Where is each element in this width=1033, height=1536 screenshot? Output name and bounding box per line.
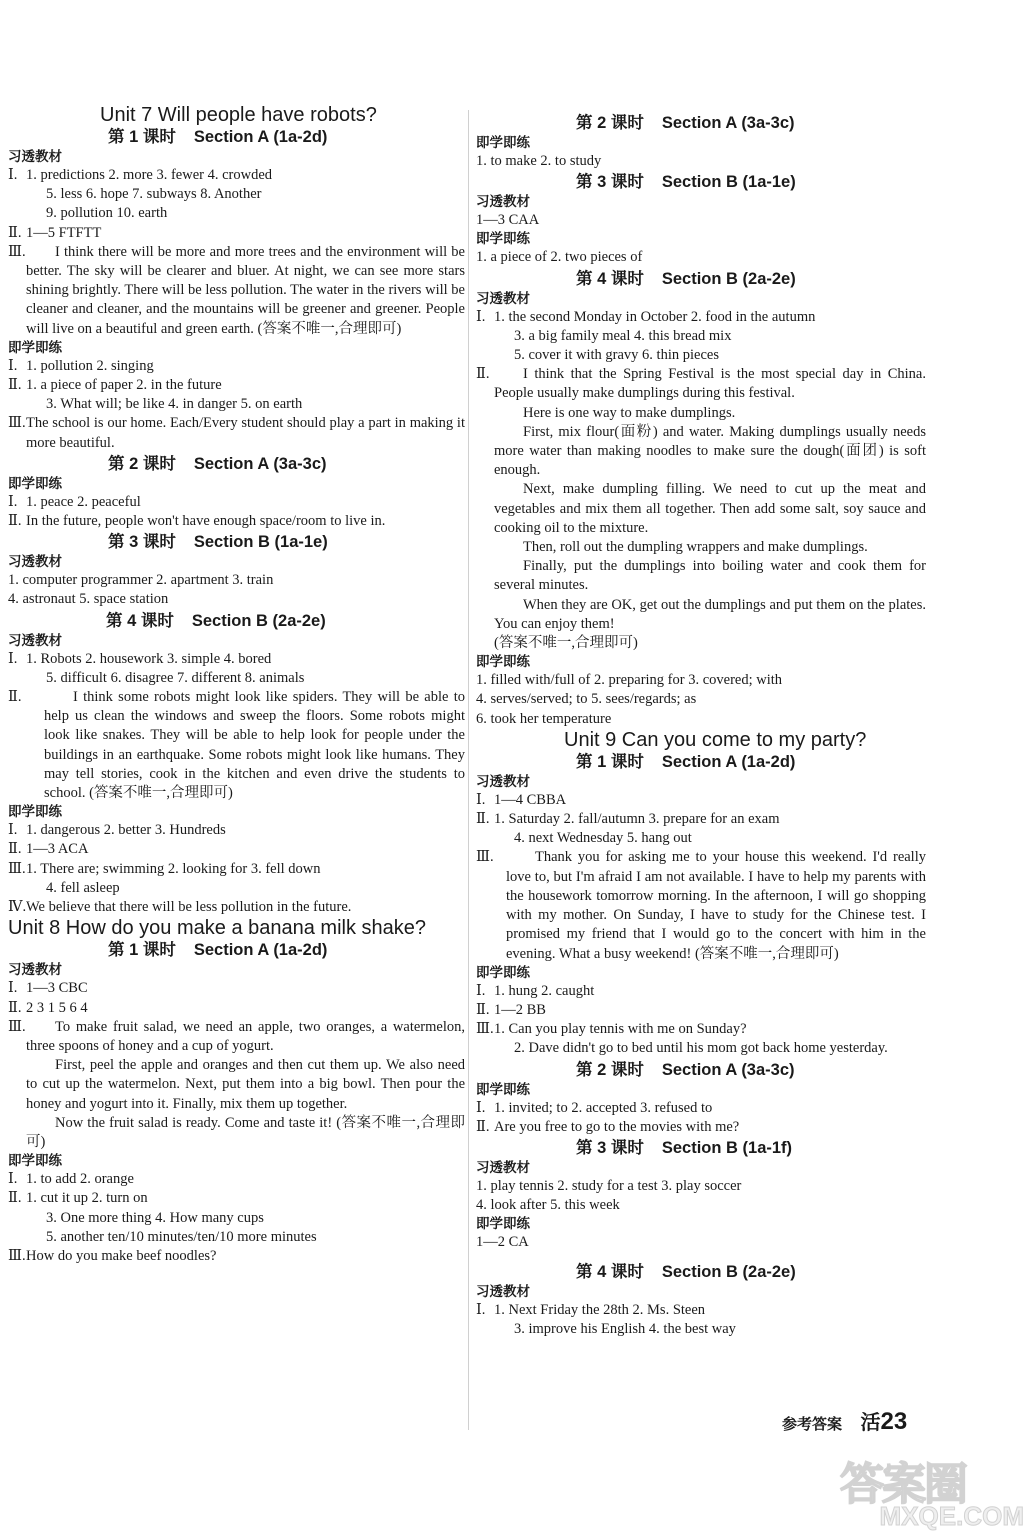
answer-group: Ⅲ. 1. Can you play tennis with me on Sunday? [476, 1021, 747, 1038]
watermark-text: 答案圈 [840, 1460, 966, 1509]
answer-line: 4. next Wednesday 5. hang out [514, 830, 692, 847]
category-label: 习透教材 [8, 632, 62, 648]
u7-lesson-3-heading: 第 3 课时 Section B (1a-1e) [108, 533, 328, 552]
answer-line: 5. less 6. hope 7. subways 8. Another [46, 186, 262, 203]
answer-group: Ⅱ. 1—2 BB [476, 1001, 546, 1018]
answer-group: Ⅲ. 1. There are; swimming 2. looking for 3. fell down [8, 860, 321, 877]
page-number: 活23 [860, 1408, 908, 1435]
answer-group: Ⅱ. 1—3 ACA [8, 841, 89, 858]
right-column [476, 112, 926, 1339]
answer-line: 1. computer programmer 2. apartment 3. train [8, 572, 274, 589]
page-footer [782, 1406, 907, 1436]
left-column [8, 104, 465, 1266]
answer-group: Ⅱ. 2 3 1 5 6 4 [8, 999, 88, 1016]
answer-line: 1. play tennis 2. study for a test 3. play soccer [476, 1177, 742, 1194]
watermark-url: MXQE.COM [879, 1501, 1024, 1531]
answer-group: Ⅳ. We believe that there will be less pollution in the future. [8, 899, 352, 916]
answer-essay: Ⅲ. Thank you for asking me to your house this weekend. I'd really love to, but I'm afraid I am not available. I have to help my parents with the housework tomorrow morning. In the afternoon, I will go shopping with my mother. On Sunday, I have to study for the Chinese test. I promised my friend that I would go to the concert with him in the evening. What a busy weekend! (答案不唯一,合理即可) [476, 849, 926, 962]
answer-group: Ⅱ. Are you free to go to the movies with me? [476, 1118, 740, 1135]
answer-group: Ⅰ. 1. peace 2. peaceful [8, 493, 141, 510]
category-label: 即学即练 [8, 475, 62, 491]
answer-line: 4. fell asleep [46, 879, 120, 896]
answer-line: 3. improve his English 4. the best way [514, 1320, 736, 1337]
category-label: 即学即练 [476, 231, 530, 247]
answer-line: 6. took her temperature [476, 710, 612, 727]
u7-lesson-1-heading: 第 1 课时 Section A (1a-2d) [108, 128, 328, 146]
u8-lesson-4-heading: 第 4 课时 Section B (2a-2e) [576, 269, 796, 288]
category-label: 习透教材 [8, 962, 62, 978]
category-label: 习透教材 [8, 554, 62, 570]
unit-8-title: Unit 8 How do you make a banana milk shake? [8, 917, 427, 940]
answer-line: 4. astronaut 5. space station [8, 591, 169, 608]
answer-group: Ⅰ. 1. hung 2. caught [476, 982, 595, 999]
u9-lesson-1-heading: 第 1 课时 Section A (1a-2d) [576, 752, 796, 771]
answer-group: Ⅰ. 1. predictions 2. more 3. fewer 4. crowded [8, 167, 273, 183]
column-divider [468, 110, 469, 1430]
category-label: 即学即练 [476, 1081, 530, 1097]
answer-essay: Ⅲ. I think there will be more and more trees and the environment will be better. The sky will be clearer and bluer. At night, we can see more stars shining brightly. There will be less pollution. The water in the rivers will be cleaner and cleaner, and the mountains will be greener and greener. People will live on a beautiful and green earth. (答案不唯一,合理即可) [8, 243, 465, 337]
answer-line: 4. look after 5. this week [476, 1197, 620, 1214]
unit-7-title: Unit 7 Will people have robots? [100, 104, 377, 126]
answer-group: Ⅲ. The school is our home. Each/Every student should play a part in making it more beautiful. [8, 415, 465, 451]
u8-lesson-2-heading: 第 2 课时 Section A (3a-3c) [576, 114, 795, 132]
answer-line: 3. What will; be like 4. in danger 5. on earth [46, 396, 303, 413]
answer-line: 2. Dave didn't go to bed until his mom got back home yesterday. [514, 1040, 888, 1057]
answer-group: Ⅱ. 1. Saturday 2. fall/autumn 3. prepare for an exam [476, 811, 780, 828]
answer-essay: Ⅲ. To make fruit salad, we need an apple, two oranges, a watermelon, three spoons of honey and a cup of yogurt. First, peel the apple and oranges and then cut them up. We also need to cut up the watermelon. Next, put them into a big bowl. Then pour the honey and yogurt into it. Finally, mix them up together. Now the fruit salad is ready. Come and taste it! (答案不唯一,合理即可) [8, 1018, 465, 1150]
category-label: 即学即练 [8, 804, 62, 820]
answer-line: 3. a big family meal 4. this bread mix [514, 327, 732, 344]
answer-essay: Ⅱ. I think that the Spring Festival is the most special day in China. People usually make dumplings during this festival. Here is one way to make dumplings. First, mix flour(面粉) and water. Making dumplings usually needs more water than making noodles to make sure the dough(面团) is soft enough. Next, make dumpling filling. We need to cut up the meat and vegetables and mix them all together. Then add some salt, soy sauce and cooking oil to the mixture. Then, roll out the dumpling wrappers and make dumplings. Finally, put the dumplings into boiling water and cook them for several minutes. When they are OK, get out the dumplings and put them on the plates. You can enjoy them! (答案不唯一,合理即可) [476, 366, 926, 652]
category-label: 即学即练 [476, 135, 530, 150]
answer-group: Ⅲ. How do you make beef noodles? [8, 1247, 217, 1264]
category-label: 习透教材 [476, 1283, 530, 1299]
watermark-logo [840, 1448, 1028, 1532]
u7-lesson-4-heading: 第 4 课时 Section B (2a-2e) [106, 611, 326, 630]
category-label: 习透教材 [476, 773, 530, 789]
answer-group: Ⅰ. 1. Robots 2. housework 3. simple 4. bored [8, 650, 272, 667]
answer-group: Ⅱ. In the future, people won't have enough space/room to live in. [8, 513, 386, 530]
footer-label: 参考答案 [782, 1416, 843, 1433]
answer-line: 1. to make 2. to study [476, 153, 602, 169]
category-label: 即学即练 [476, 964, 530, 980]
answer-group: Ⅰ. 1. dangerous 2. better 3. Hundreds [8, 822, 226, 839]
u9-lesson-3-heading: 第 3 课时 Section B (1a-1f) [576, 1138, 793, 1157]
answer-group: Ⅰ. 1. pollution 2. singing [8, 357, 154, 374]
category-label: 即学即练 [476, 654, 530, 670]
answer-line: 1—3 CAA [476, 212, 540, 229]
answer-line: 5. another ten/10 minutes/ten/10 more minutes [46, 1228, 317, 1245]
category-label: 即学即练 [476, 1216, 530, 1232]
category-label: 即学即练 [8, 1153, 62, 1169]
answer-group: Ⅱ. 1—5 FTFTT [8, 224, 102, 241]
answer-line: 9. pollution 10. earth [46, 205, 168, 222]
answer-line: 5. cover it with gravy 6. thin pieces [514, 347, 719, 364]
answer-group: Ⅱ. 1. cut it up 2. turn on [8, 1190, 148, 1207]
answer-group: Ⅱ. 1. a piece of paper 2. in the future [8, 377, 222, 394]
answer-line: 5. difficult 6. disagree 7. different 8. animals [46, 669, 305, 686]
unit-9-title: Unit 9 Can you come to my party? [564, 728, 867, 751]
answer-essay: Ⅱ. I think some robots might look like spiders. They will be able to help us clean the windows and sweep the floors. Some robots might look like snakes. They will be able to help look for people under the buildings in an earthquake. Some robots might look like humans. They may tell stories, cook in the kitchen and even drive the students to school. (答案不唯一,合理即可) [8, 689, 465, 802]
u8-lesson-3-heading: 第 3 课时 Section B (1a-1e) [576, 173, 796, 192]
u9-lesson-2-heading: 第 2 课时 Section A (3a-3c) [576, 1060, 795, 1079]
category-label: 习透教材 [476, 194, 530, 210]
category-label: 即学即练 [8, 339, 62, 355]
answer-group: Ⅰ. 1. the second Monday in October 2. food in the autumn [476, 308, 816, 325]
answer-group: Ⅰ. 1—4 CBBA [476, 791, 567, 808]
answer-group: Ⅰ. 1—3 CBC [8, 980, 88, 997]
category-label: 习透教材 [476, 290, 530, 306]
answer-line: 1. a piece of 2. two pieces of [476, 249, 643, 266]
u7-lesson-2-heading: 第 2 课时 Section A (3a-3c) [108, 454, 327, 473]
u8-lesson-1-heading: 第 1 课时 Section A (1a-2d) [108, 941, 328, 960]
answer-line: 3. One more thing 4. How many cups [46, 1209, 264, 1226]
category-label: 习透教材 [8, 149, 62, 164]
u9-lesson-4-heading: 第 4 课时 Section B (2a-2e) [576, 1262, 796, 1281]
answer-group: Ⅰ. 1. invited; to 2. accepted 3. refused to [476, 1099, 713, 1116]
answer-group: Ⅰ. 1. to add 2. orange [8, 1171, 134, 1188]
category-label: 习透教材 [476, 1159, 530, 1175]
answer-line: 1—2 CA [476, 1234, 529, 1251]
answer-group: Ⅰ. 1. Next Friday the 28th 2. Ms. Steen [476, 1301, 706, 1318]
answer-line: 4. serves/served; to 5. sees/regards; as [476, 691, 697, 708]
answer-line: 1. filled with/full of 2. preparing for 3. covered; with [476, 672, 783, 689]
